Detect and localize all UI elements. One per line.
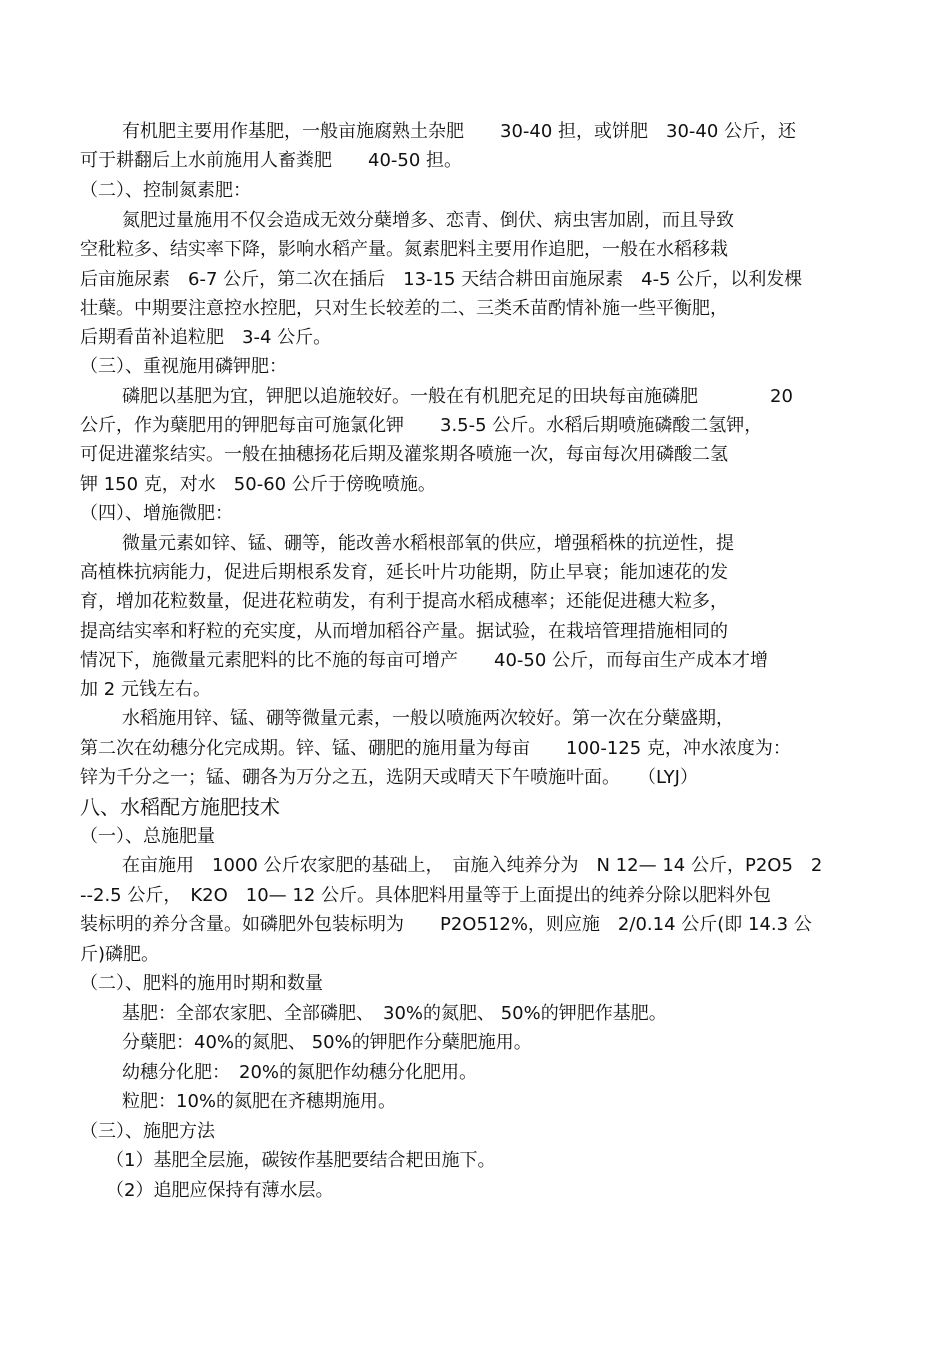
paragraph-line: 斤)磷肥。	[80, 944, 160, 965]
paragraph-line: 水稻施用锌、锰、硼等微量元素，一般以喷施两次较好。第一次在分蘖盛期，	[122, 708, 734, 729]
paragraph-line: 空秕粒多、结实率下降，影响水稻产量。氮素肥料主要用作追肥，一般在水稻移栽	[80, 239, 728, 260]
chapter-heading: 八、水稻配方施肥技术	[80, 795, 280, 819]
paragraph-line: 提高结实率和籽粒的充实度，从而增加稻谷产量。据试验，在栽培管理措施相同的	[80, 621, 728, 642]
paragraph-line: 可于耕翻后上水前施用人畜粪肥 40-50 担。	[80, 150, 463, 171]
paragraph-line: 磷肥以基肥为宜，钾肥以追施较好。一般在有机肥充足的田块每亩施磷肥 20	[122, 386, 793, 407]
section-heading: （二）、肥料的施用时期和数量	[80, 973, 323, 994]
paragraph-line: 后期看苗补追粒肥 3-4 公斤。	[80, 327, 332, 348]
paragraph-line: 钾 150 克，对水 50-60 公斤于傍晚喷施。	[80, 474, 436, 495]
paragraph-line: 装标明的养分含量。如磷肥外包装标明为 P2O512%，则应施 2/0.14 公斤(即 14.3 公	[80, 914, 812, 935]
paragraph-line: 可促进灌浆结实。一般在抽穗扬花后期及灌浆期各喷施一次，每亩每次用磷酸二氢	[80, 444, 728, 465]
list-item: 粒肥：10%的氮肥在齐穗期施用。	[122, 1091, 397, 1112]
section-heading: （三）、施肥方法	[80, 1121, 215, 1142]
paragraph-line: 情况下，施微量元素肥料的比不施的每亩可增产 40-50 公斤，而每亩生产成本才增	[80, 650, 769, 671]
section-heading: （三）、重视施用磷钾肥：	[80, 356, 287, 377]
paragraph-line: --2.5 公斤， K2O 10— 12 公斤。具体肥料用量等于上面提出的纯养分除以肥料外包	[80, 885, 772, 906]
paragraph-line: 在亩施用 1000 公斤农家肥的基础上， 亩施入纯养分为 N 12— 14 公斤，P2O5 2	[122, 855, 823, 876]
list-item: （1）基肥全层施，碳铵作基肥要结合耙田施下。	[106, 1150, 496, 1171]
paragraph-line: 公斤，作为蘖肥用的钾肥每亩可施氯化钾 3.5-5 公斤。水稻后期喷施磷酸二氢钾，	[80, 415, 763, 436]
section-heading: （一）、总施肥量	[80, 826, 215, 847]
paragraph-line: 高植株抗病能力，促进后期根系发育，延长叶片功能期，防止早衰；能加速花的发	[80, 562, 728, 583]
paragraph-line: 第二次在幼穗分化完成期。锌、锰、硼肥的施用量为每亩 100-125 克，冲水浓度为：	[80, 738, 791, 759]
section-heading: （四）、增施微肥：	[80, 503, 233, 524]
paragraph-line: 加 2 元钱左右。	[80, 679, 211, 700]
section-heading: （二）、控制氮素肥：	[80, 180, 251, 201]
paragraph-line: 锌为千分之一；锰、硼各为万分之五，选阴天或晴天下午喷施叶面。 （LYJ）	[80, 767, 698, 788]
paragraph-line: 育，增加花粒数量，促进花粒萌发，有利于提高水稻成穗率；还能促进穗大粒多，	[80, 591, 728, 612]
list-item: 幼穗分化肥： 20%的氮肥作幼穗分化肥用。	[122, 1062, 478, 1083]
paragraph-line: 氮肥过量施用不仅会造成无效分蘖增多、恋青、倒伏、病虫害加剧，而且导致	[122, 210, 734, 231]
paragraph-line: 微量元素如锌、锰、硼等，能改善水稻根部氧的供应，增强稻株的抗逆性，提	[122, 533, 734, 554]
list-item: （2）追肥应保持有薄水层。	[106, 1180, 334, 1201]
paragraph-line: 有机肥主要用作基肥，一般亩施腐熟土杂肥 30-40 担，或饼肥 30-40 公斤，还	[122, 121, 797, 142]
list-item: 基肥：全部农家肥、全部磷肥、 30%的氮肥、 50%的钾肥作基肥。	[122, 1003, 667, 1024]
paragraph-line: 壮蘖。中期要注意控水控肥，只对生长较差的二、三类禾苗酌情补施一些平衡肥，	[80, 298, 728, 319]
list-item: 分蘖肥：40%的氮肥、 50%的钾肥作分蘖肥施用。	[122, 1032, 532, 1053]
paragraph-line: 后亩施尿素 6-7 公斤，第二次在插后 13-15 天结合耕田亩施尿素 4-5 公斤，以利发棵	[80, 269, 803, 290]
